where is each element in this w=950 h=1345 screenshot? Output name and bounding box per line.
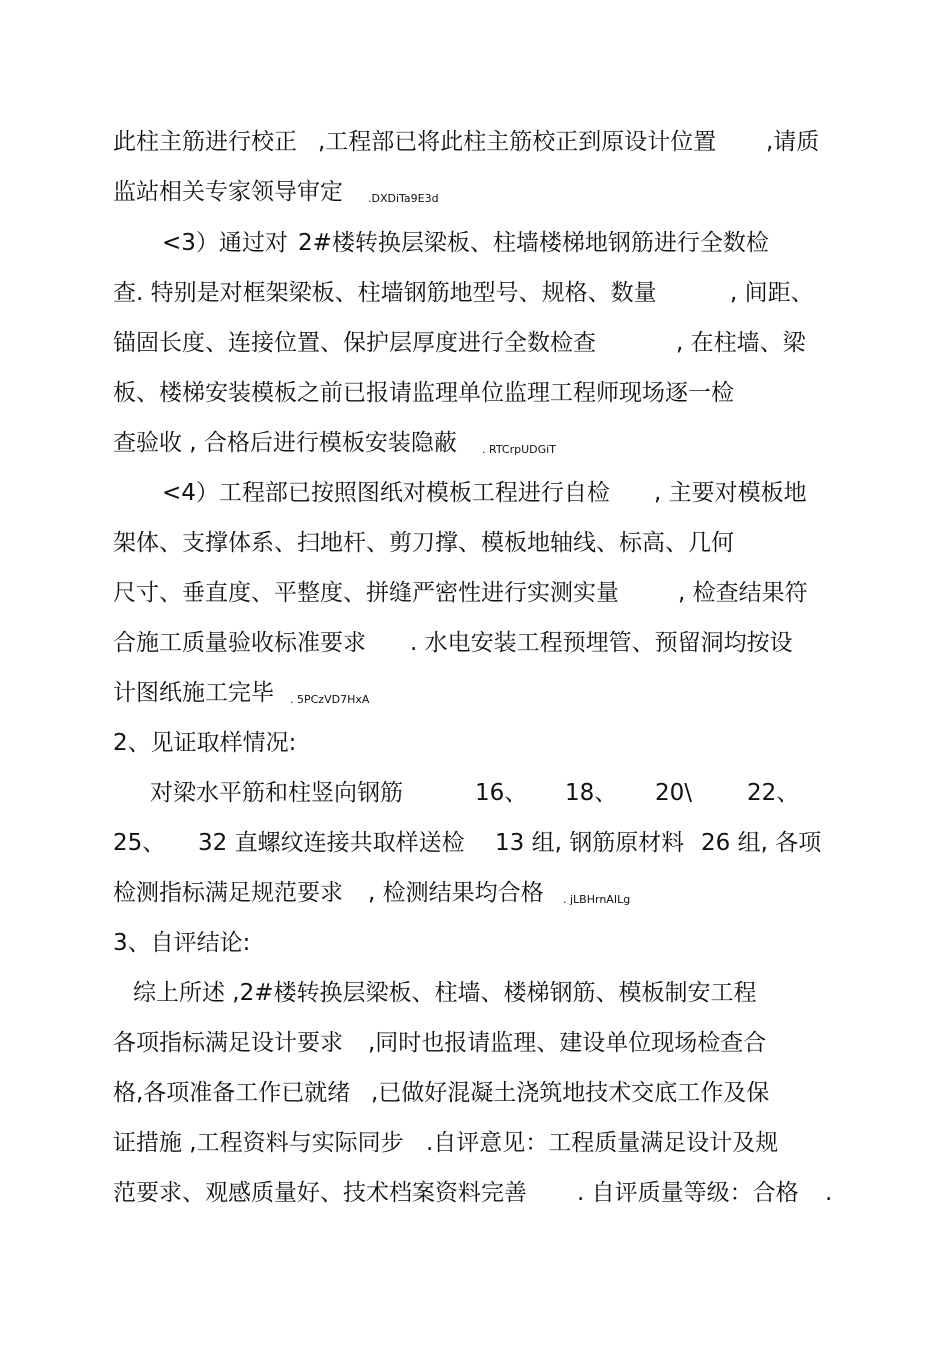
text-segment: . [825,1180,833,1206]
text-segment: 范要求、观感质量好、技术档案资料完善 [113,1180,527,1206]
text-line [0,378,734,408]
text-segment: 查. 特别是对框架梁板、柱墙钢筋地型号、规格、数量 [113,280,657,306]
text-segment: 2、见证取样情况: [113,730,297,756]
section-heading [0,728,297,758]
text-segment: 2#楼转换层梁板、柱墙楼梯地钢筋进行全数检 [298,230,769,256]
text-line [0,828,822,858]
text-segment: 3、自评结论: [113,930,251,956]
text-segment: ,工程部已将此柱主筋校正到原设计位置 [318,129,717,155]
text-segment: 32 直螺纹连接共取样送检 [198,830,465,856]
text-line [0,578,808,608]
text-segment: 锚固长度、连接位置、保护层厚度进行全数检查 [113,330,596,356]
text-segment: , 检测结果均合格 [368,880,544,906]
text-segment: <4）工程部已按照图纸对模板工程进行自检 [162,480,610,506]
text-line [0,778,800,808]
text-segment: 18、 [565,780,618,806]
section-heading [0,928,251,958]
doc-code-tag: .DXDiTa9E3d [368,192,439,205]
text-line [0,478,807,508]
text-segment: 监站相关专家领导审定 [113,179,343,205]
text-segment: 格,各项准备工作已就绪 [113,1080,351,1106]
text-segment: 26 组, 各项 [701,830,822,856]
text-line [0,328,806,358]
text-segment: 25、 [113,830,166,856]
text-segment: . 自评质量等级：合格 [577,1180,799,1206]
text-line [0,978,757,1008]
text-segment: 此柱主筋进行校正 [113,129,297,155]
text-segment: 16、 [475,780,528,806]
text-segment: , 在柱墙、梁 [676,330,806,356]
text-line [0,278,814,308]
text-segment: 查验收 , 合格后进行模板安装隐蔽 [113,430,457,456]
text-segment: 架体、支撑体系、扫地杆、剪刀撑、模板地轴线、标高、几何 [113,530,734,556]
text-segment: 尺寸、垂直度、平整度、拼缝严密性进行实测实量 [113,580,619,606]
text-segment: . 水电安装工程预埋管、预留洞均按设 [410,630,793,656]
text-segment: ,已做好混凝土浇筑地技术交底工作及保 [371,1080,770,1106]
text-segment: 计图纸施工完毕 [113,680,274,706]
text-line [0,228,769,258]
text-segment: 证措施 ,工程资料与实际同步 [113,1130,404,1156]
text-segment: .自评意见：工程质量满足设计及规 [426,1130,779,1156]
text-line [0,428,556,458]
text-line [0,127,820,157]
text-segment: 对梁水平筋和柱竖向钢筋 [150,780,403,806]
text-segment: 22、 [747,780,800,806]
text-line [0,1128,779,1158]
text-segment: 各项指标满足设计要求 [113,1030,343,1056]
text-segment: ,请质 [766,129,820,155]
text-segment: 20\ [655,780,693,806]
doc-code-tag: . 5PCzVD7HxA [290,693,370,706]
text-line [0,528,734,558]
text-segment: 合施工质量验收标准要求 [113,630,366,656]
text-segment: ,同时也报请监理、建设单位现场检查合 [368,1030,767,1056]
doc-code-tag: . RTCrpUDGiT [482,443,556,456]
text-segment: , 间距、 [730,280,814,306]
text-segment: 板、楼梯安装模板之前已报请监理单位监理工程师现场逐一检 [113,380,734,406]
text-line [0,628,793,658]
text-line [0,1028,767,1058]
text-line [0,1178,833,1208]
text-segment: <3）通过对 [162,230,288,256]
text-segment: 13 组, 钢筋原材料 [495,830,685,856]
text-line [0,878,631,908]
text-line [0,177,439,207]
text-segment: , 主要对模板地 [654,480,807,506]
text-line [0,1078,770,1108]
doc-code-tag: . jLBHrnAILg [563,893,631,906]
text-segment: 综上所述 ,2#楼转换层梁板、柱墙、楼梯钢筋、模板制安工程 [133,980,757,1006]
text-line [0,678,370,708]
text-segment: 检测指标满足规范要求 [113,880,343,906]
text-segment: , 检查结果符 [678,580,808,606]
